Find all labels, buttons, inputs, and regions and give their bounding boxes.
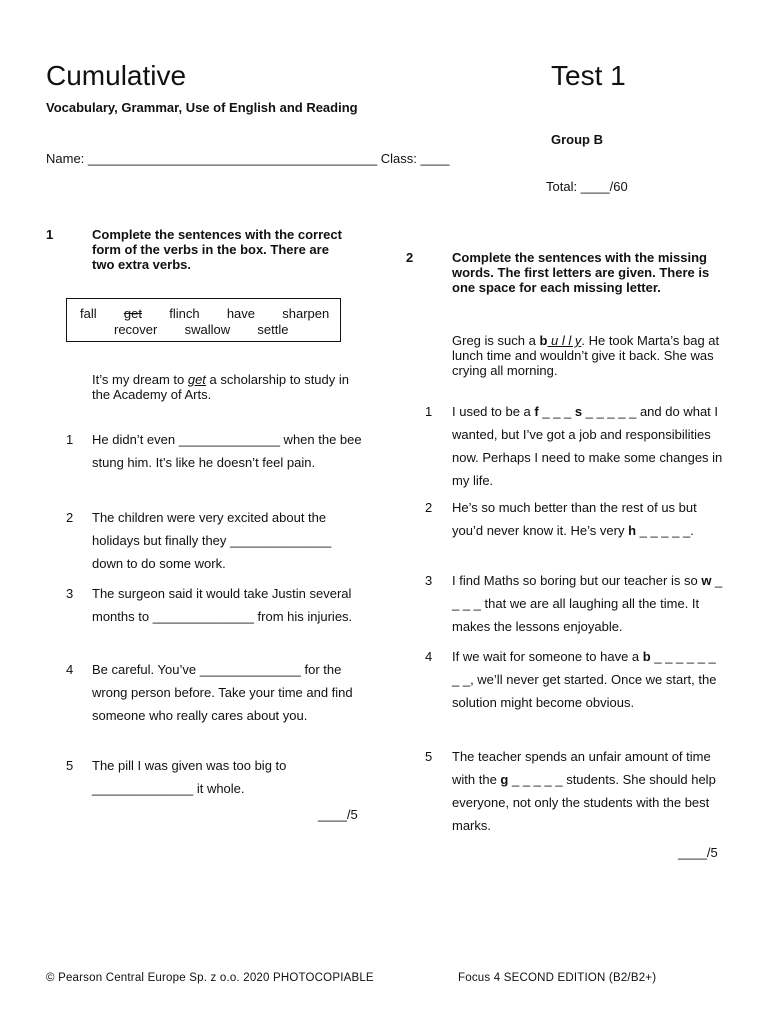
- s2-item3-text: I find Maths so boring but our teacher is so w _ _ _ _ that we are all laughing all the time. It makes the lessons enjoyable.: [452, 573, 723, 634]
- word-get-crossed: get: [123, 306, 142, 321]
- word-settle: settle: [257, 322, 289, 337]
- s2-item5-number: 5: [425, 749, 433, 764]
- word-box-row1: [80, 306, 329, 321]
- section1-number: 1: [46, 227, 54, 242]
- total-max: /60: [609, 179, 628, 194]
- s2-item2-text: He’s so much better than the rest of us but you’d never know it. He’s very h _ _ _ _ _.: [452, 500, 697, 538]
- total-label: Total:: [546, 179, 578, 194]
- name-label: Name:: [46, 151, 85, 166]
- name-line: [46, 151, 449, 166]
- class-field[interactable]: ____: [420, 151, 450, 166]
- section2-score[interactable]: ____/5: [678, 845, 718, 860]
- total-line: [546, 179, 628, 194]
- s1-item1-number: 1: [66, 432, 74, 447]
- s2-item5-text: The teacher spends an unfair amount of time with the g _ _ _ _ _ students. She should help everyone, not only the students with the best marks.: [452, 749, 716, 833]
- s1-item4-number: 4: [66, 662, 74, 677]
- word-box-row2: [114, 322, 288, 337]
- s2-item4-text: If we wait for someone to have a b _ _ _ _ _ _ _ _, we’ll never get started. Once we start, the solution might become obvious.: [452, 649, 717, 710]
- footer-copyright: © Pearson Central Europe Sp. z o.o. 2020 PHOTOCOPIABLE: [46, 972, 374, 984]
- page-title: Cumulative: [46, 60, 187, 91]
- word-sharpen: sharpen: [282, 306, 330, 321]
- total-field[interactable]: ____: [580, 179, 610, 194]
- s1-item2-number: 2: [66, 510, 74, 525]
- s2-item4-number: 4: [425, 649, 433, 664]
- page-subtitle: Vocabulary, Grammar, Use of English and Reading: [46, 100, 358, 115]
- name-field[interactable]: ________________________________________: [87, 151, 378, 166]
- s1-item4-text: Be careful. You’ve ______________ for the wrong person before. Take your time and find someone who really cares about you.: [92, 662, 353, 723]
- section2-instruction: Complete the sentences with the missing words. The first letters are given. There is one space for each missing letter.: [452, 250, 710, 295]
- section2-example: Greg is such a b u l l y. He took Marta’s bag at lunch time and wouldn’t give it back. She was crying all morning.: [452, 333, 720, 378]
- s2-item2-number: 2: [425, 500, 433, 515]
- s1-item5-text: The pill I was given was too big to ______________ it whole.: [92, 758, 287, 796]
- word-fall: fall: [80, 306, 97, 321]
- group-label: Group B: [551, 132, 603, 147]
- test-number: Test 1: [551, 60, 626, 91]
- s2-item1-text: I used to be a f _ _ _ s _ _ _ _ _ and do what I wanted, but I’ve got a job and responsibilities now. Perhaps I need to make some changes in my life.: [452, 404, 723, 488]
- section1-example: It’s my dream to get a scholarship to study in the Academy of Arts.: [92, 372, 349, 402]
- word-flinch: flinch: [169, 306, 200, 321]
- s1-item3-number: 3: [66, 586, 74, 601]
- footer-edition: Focus 4 SECOND EDITION (B2/B2+): [458, 972, 657, 984]
- example-answer: get: [187, 372, 206, 387]
- example-first-letter: b: [539, 333, 548, 348]
- s1-item3-text: The surgeon said it would take Justin several months to ______________ from his injuries.: [92, 586, 353, 624]
- section2-number: 2: [406, 250, 414, 265]
- class-label: Class:: [380, 151, 417, 166]
- section1-score[interactable]: ____/5: [318, 807, 358, 822]
- s1-item2-text: The children were very excited about the holidays but finally they ______________ down to do some work.: [92, 510, 332, 571]
- s1-item5-number: 5: [66, 758, 74, 773]
- s2-item3-number: 3: [425, 573, 433, 588]
- s2-item1-number: 1: [425, 404, 433, 419]
- word-swallow: swallow: [184, 322, 231, 337]
- word-box: [66, 298, 341, 342]
- section1-instruction: Complete the sentences with the correct form of the verbs in the box. There are two extra verbs.: [92, 227, 342, 272]
- example-answer-letters: u l l y: [547, 333, 582, 348]
- word-have: have: [226, 306, 256, 321]
- word-recover: recover: [114, 322, 158, 337]
- s1-item1-text: He didn’t even ______________ when the bee stung him. It’s like he doesn’t feel pain.: [92, 432, 362, 470]
